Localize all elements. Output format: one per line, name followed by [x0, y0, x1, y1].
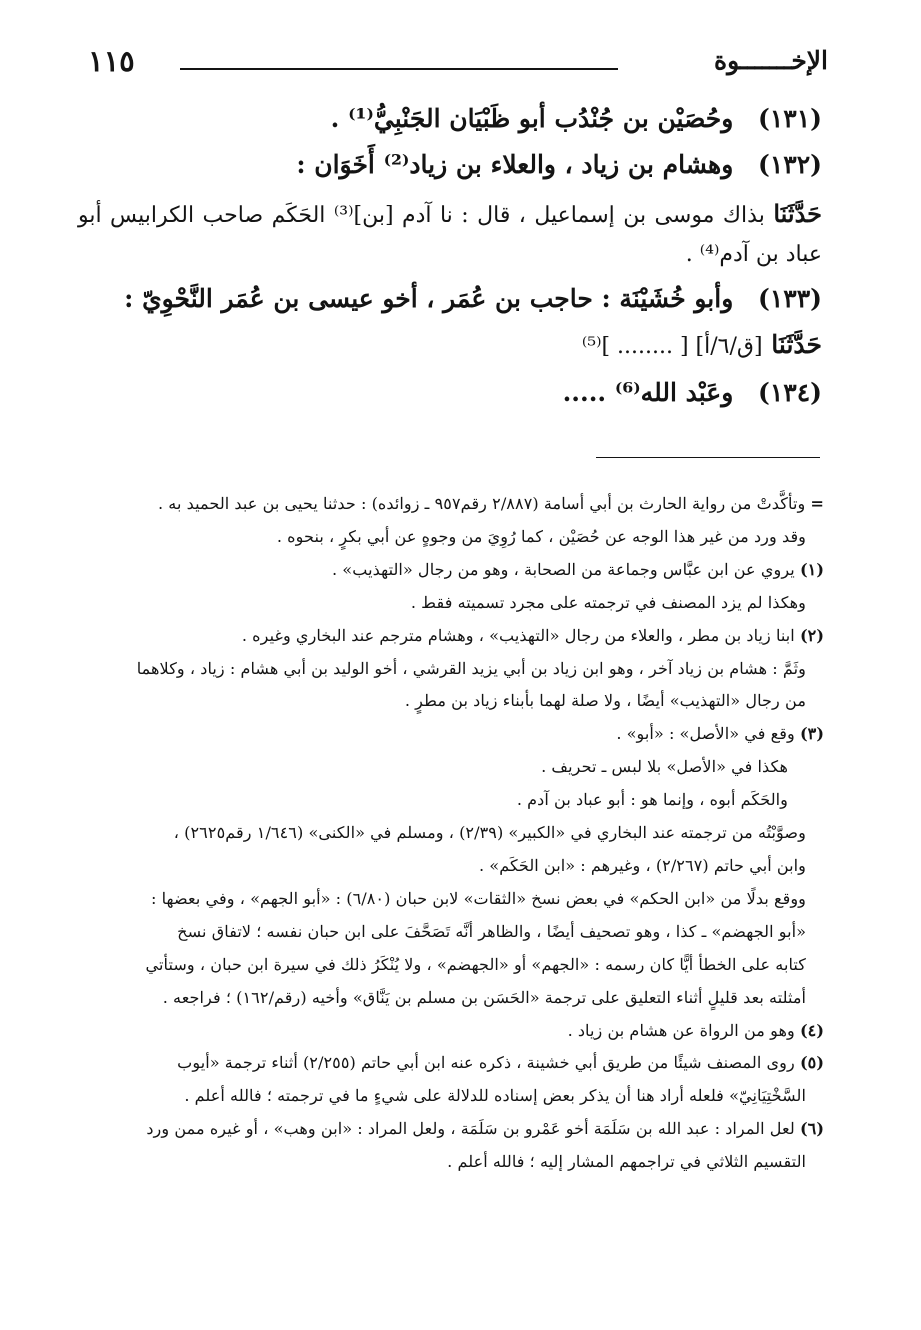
footnote-line: [84, 653, 824, 686]
footnote-text: وهكذا لم يزد المصنف في ترجمته على مجرد تسميته فقط .: [410, 592, 806, 612]
footnote-text: السَّخْتِيَانِيّ» فلعله أراد هنا أن يذكر بعض إسناده للدلالة على شيءٍ ما في ترجمته ؛ فالله أعلم .: [184, 1086, 806, 1106]
footnote-text: وابن أبي حاتم (٢/٢٦٧) ، وغيرهم : «ابن الحَكَم» .: [479, 855, 806, 875]
page-number: ١١٥: [88, 44, 135, 78]
main-text: [78, 102, 822, 422]
footnote-text: ابنا زياد بن مطر ، والعلاء من رجال «التهذيب» ، وهشام مترجم عند البخاري وغيره .: [241, 625, 795, 645]
footnote-line: [84, 620, 824, 653]
footnote-line: [84, 587, 824, 620]
footnote-marker: (١): [799, 559, 824, 579]
footnote-line: [84, 488, 824, 521]
footnote-text: لعل المراد : عبد الله بن سَلَمَة أخو عَمْرو بن سَلَمَة ، ولعل المراد : «ابن وهب» ، أو غيره ممن ورد: [146, 1119, 795, 1139]
footnote-text: وثَمَّ : هشام بن زياد آخر ، وهو ابن زياد بن أبي يزيد القرشي ، أخو الوليد بن أبي هشام : زياد ، وكلاهما: [136, 658, 806, 678]
entry-133: [78, 282, 822, 316]
narration-lead: حَدَّثَنَا: [773, 199, 822, 228]
narration-paragraph: [78, 194, 822, 274]
footnote-line: [84, 554, 824, 587]
header-rule: [180, 68, 618, 70]
footnote-line: [84, 817, 824, 850]
entry-131: [78, 102, 822, 136]
footnote-marker: (٤): [799, 1020, 824, 1040]
entry-132: [78, 148, 822, 182]
footnote-text: من رجال «التهذيب» أيضًا ، ولا صلة لهما بأبناء زياد بن مطرٍ .: [404, 691, 806, 711]
entry-number: (١٣٣): [758, 284, 822, 313]
footnote-line: [84, 685, 824, 718]
footnote-text: وقع في «الأصل» : «أبو» .: [616, 724, 795, 744]
footnote-text: أمثلته بعد قليلٍ أثناء التعليق على ترجمة «الحَسَن بن مسلم بن يَنَّاق» وأخيه (رقم/١٦٢) ؛ فراجعه .: [162, 987, 806, 1007]
footnote-line: [84, 883, 824, 916]
narration-lead: حَدَّثَنَا: [771, 330, 822, 359]
footnote-line: [84, 1047, 824, 1080]
narration-text: بذاك موسى بن إسماعيل ، قال : نا آدم [بن]⁽³⁾ الحَكَم صاحب الكرابيس أبو عباد بن آدم⁽⁴⁾ .: [78, 203, 822, 267]
footnote-line: [84, 1146, 824, 1179]
footnote-marker: (٣): [799, 724, 824, 744]
footnote-text: كتابه على الخطأ أيًّا كان رسمه : «الجهم» أو «الجهضم» ، ولا يُنْكَرُ ذلك في سيرة ابن حبان ، وستأتي: [145, 954, 806, 974]
footnote-line: [84, 916, 824, 949]
entry-number: (١٣٢): [758, 150, 822, 179]
footnote-text: وصوَّبْتُه من ترجمته عند البخاري في «الكبير» (٢/٣٩) ، ومسلم في «الكنى» (١/٦٤٦ رقم٢٦٢٥) ،: [173, 823, 806, 843]
entry-number: (١٣١): [758, 104, 822, 133]
footnote-marker: (٢): [799, 625, 824, 645]
footnote-line: [84, 1080, 824, 1113]
footnote-line: [84, 1113, 824, 1146]
footnote-line: [84, 982, 824, 1015]
entry-number: (١٣٤): [758, 378, 822, 407]
footnote-line: [84, 949, 824, 982]
footnote-text: هكذا في «الأصل» بلا لبس ـ تحريف .: [541, 757, 788, 777]
footnote-text: التقسيم الثلاثي في تراجمهم المشار إليه ؛ فالله أعلم .: [447, 1152, 806, 1172]
footnote-text: روى المصنف شيئًا من طريق أبي خشينة ، ذكره عنه ابن أبي حاتم (٢/٢٥٥) أثناء ترجمة «أيوب: [177, 1053, 795, 1073]
page-header: [88, 44, 828, 84]
footnote-line: [84, 718, 824, 751]
footnote-text: والحَكَم أبوه ، وإنما هو : أبو عباد بن آدم .: [516, 790, 788, 810]
footnote-line: [84, 751, 824, 784]
footnote-text: يروي عن ابن عبَّاس وجماعة من الصحابة ، وهو من رجال «التهذيب» .: [332, 559, 795, 579]
narration-line: [78, 328, 822, 364]
entry-text: وهشام بن زياد ، والعلاء بن زياد⁽²⁾ أَخَوَان :: [296, 150, 734, 179]
footnote-marker: (٦): [799, 1119, 824, 1139]
footnote-line: [84, 784, 824, 817]
running-title: الإخـــــــوة: [714, 46, 828, 75]
footnotes: [84, 488, 824, 1179]
footnote-marker: (٥): [799, 1053, 824, 1073]
footnote-text: وقد ورد من غير هذا الوجه عن حُصَيْن ، كما رُوِيَ من وجوهٍ عن أبي بكرٍ ، بنحوه .: [276, 526, 806, 546]
entry-text: وأبو خُشَيْنَة : حاجب بن عُمَر ، أخو عيسى بن عُمَر النَّحْوِيّ :: [124, 284, 734, 313]
entry-text: وعَبْد الله⁽⁶⁾ .....: [562, 378, 734, 407]
narration-text: [ق/٦/أ] [ ........ ]⁽⁵⁾: [581, 334, 763, 359]
footnote-text: وتأكَّدتْ من رواية الحارث بن أبي أسامة (٢/٨٨٧ رقم٩٥٧ ـ زوائده) : حدثنا يحيى بن عبد الحميد به .: [158, 494, 806, 513]
footnote-line: [84, 850, 824, 883]
footnote-line: [84, 521, 824, 554]
footnote-line: [84, 1015, 824, 1048]
footnote-text: «أبو الجهضم» ـ كذا ، وهو تصحيف أيضًا ، والظاهر أنَّه تَصَحَّفَ على ابن حبان نفسه ؛ لاتفاق نسخ: [177, 921, 806, 941]
footnote-text: وهو من الرواة عن هشام بن زياد .: [567, 1020, 795, 1040]
footnote-divider: [596, 457, 820, 458]
footnote-text: ووقع بدلًا من «ابن الحكم» في بعض نسخ «الثقات» لابن حبان (٦/٨٠) : «أبو الجهم» ، وفي بعضها :: [151, 888, 806, 908]
entry-134: [78, 376, 822, 410]
footnote-marker: =: [810, 494, 824, 513]
entry-text: وحُصَيْن بن جُنْدُب أبو ظَبْيَان الجَنْبِيُّ⁽¹⁾ .: [330, 104, 734, 133]
